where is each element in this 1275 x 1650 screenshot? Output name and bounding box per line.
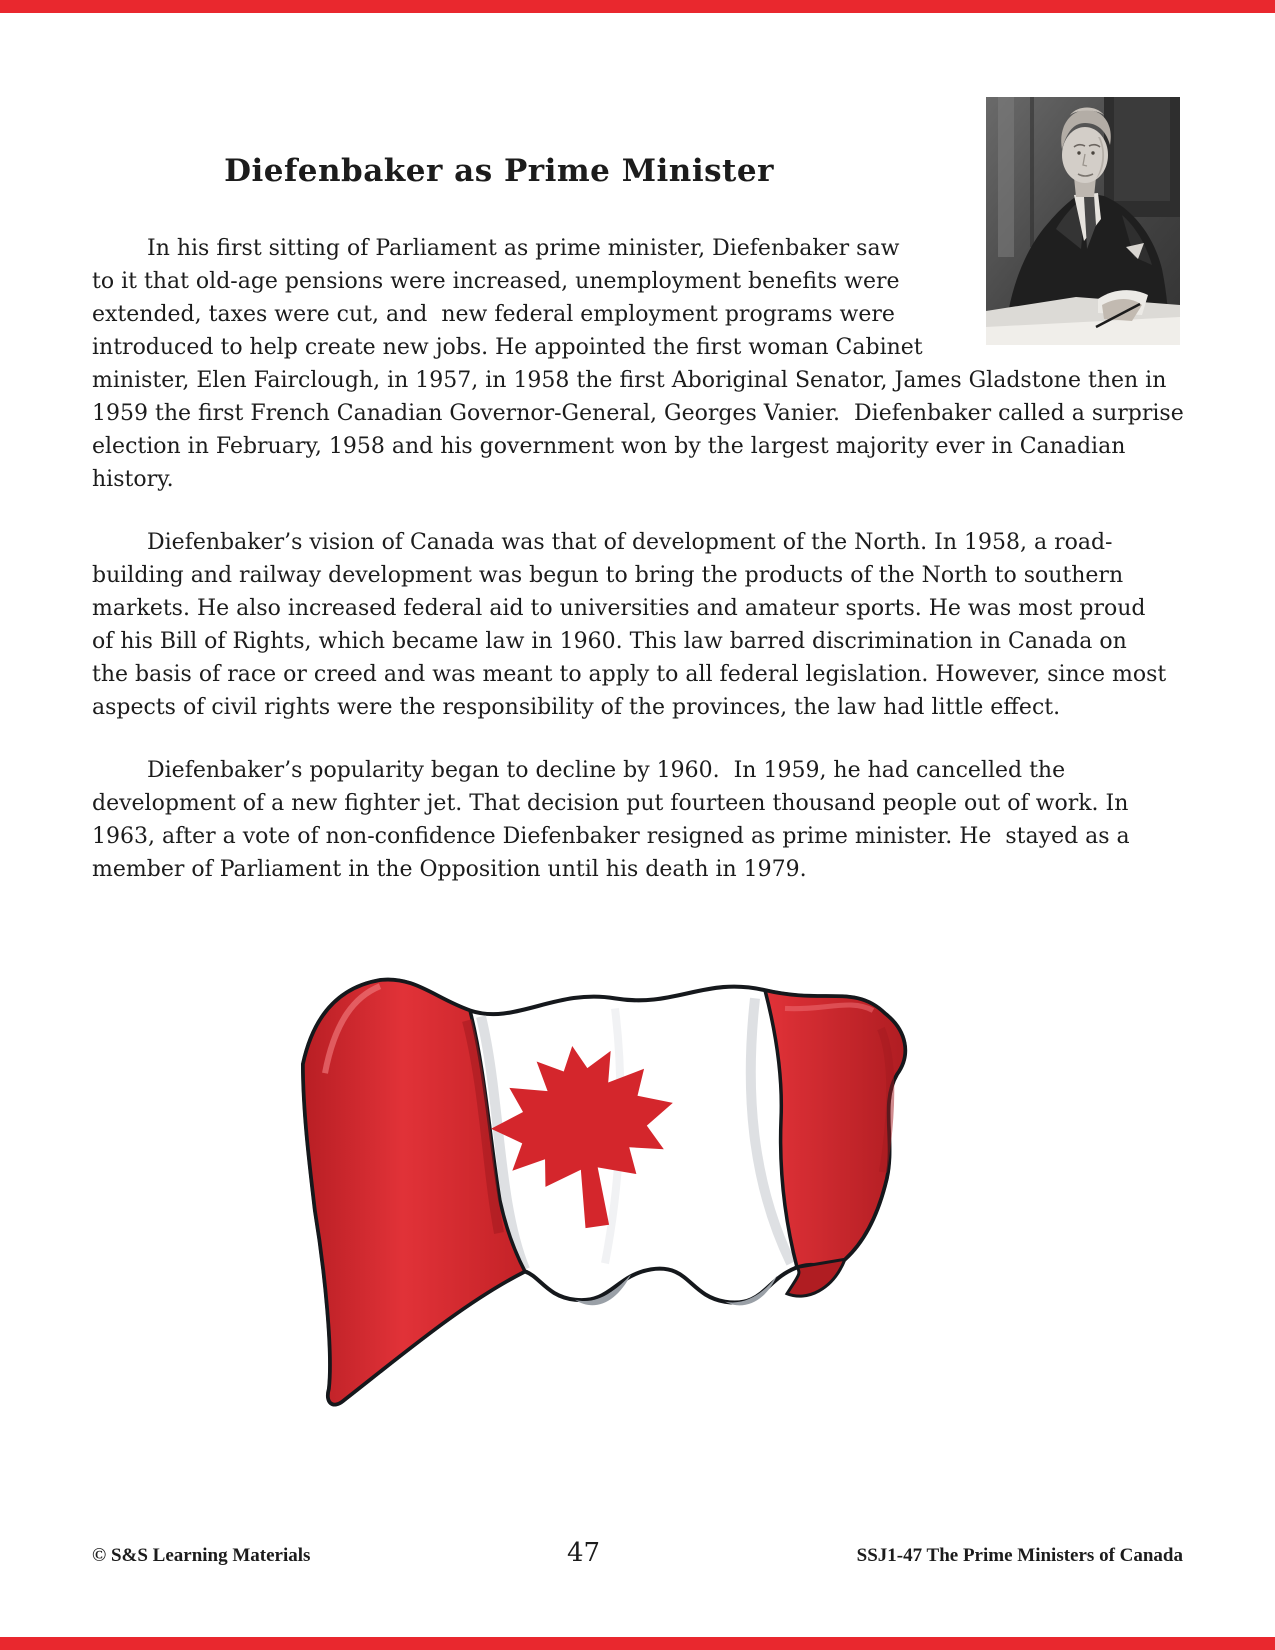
paragraph-2 <box>92 526 1187 724</box>
footer-doc-code: SSJ1-47 The Prime Ministers of Canada <box>856 1545 1183 1566</box>
text-line: of his Bill of Rights, which became law in 1960. This law barred discrimination in Canada on <box>92 629 1127 654</box>
footer-page-number: 47 <box>567 1538 601 1568</box>
text-line: 1963, after a vote of non-confidence Diefenbaker resigned as prime minister. He stayed as a <box>92 824 1130 849</box>
text-line: development of a new fighter jet. That decision put fourteen thousand people out of work. In <box>92 791 1129 816</box>
text-line: building and railway development was begun to bring the products of the North to southern <box>92 563 1124 588</box>
top-red-edge-bar <box>0 0 1275 13</box>
text-line: election in February, 1958 and his government won by the largest majority ever in Canadian <box>92 434 1126 459</box>
text-line: markets. He also increased federal aid to universities and amateur sports. He was most proud <box>92 596 1146 621</box>
canadian-flag-image <box>285 968 930 1413</box>
text-line: to it that old-age pensions were increased, unemployment benefits were <box>92 269 900 294</box>
text-line: In his first sitting of Parliament as prime minister, Diefenbaker saw <box>147 236 900 261</box>
page-title: Diefenbaker as Prime Minister <box>224 153 774 189</box>
bottom-red-edge-bar <box>0 1637 1275 1650</box>
text-line: the basis of race or creed and was meant to apply to all federal legislation. However, since most <box>92 662 1167 687</box>
text-line: history. <box>92 467 174 492</box>
text-line: minister, Elen Fairclough, in 1957, in 1958 the first Aboriginal Senator, James Gladstone then in <box>92 368 1167 393</box>
text-line: member of Parliament in the Opposition until his death in 1979. <box>92 857 807 882</box>
footer-copyright: © S&S Learning Materials <box>92 1545 311 1566</box>
text-line: Diefenbaker’s vision of Canada was that of development of the North. In 1958, a road- <box>147 530 1113 555</box>
waving-flag-graphic <box>285 968 930 1413</box>
text-line: extended, taxes were cut, and new federal employment programs were <box>92 302 895 327</box>
page-footer <box>92 1538 1183 1568</box>
paragraph-3 <box>92 754 1187 886</box>
text-line: aspects of civil rights were the responsibility of the provinces, the law had little effect. <box>92 695 1061 720</box>
paragraph-1 <box>92 232 1187 496</box>
text-line: 1959 the first French Canadian Governor-General, Georges Vanier. Diefenbaker called a surprise <box>92 401 1184 426</box>
text-line: Diefenbaker’s popularity began to decline by 1960. In 1959, he had cancelled the <box>147 758 1066 783</box>
text-line: introduced to help create new jobs. He appointed the first woman Cabinet <box>92 335 923 360</box>
